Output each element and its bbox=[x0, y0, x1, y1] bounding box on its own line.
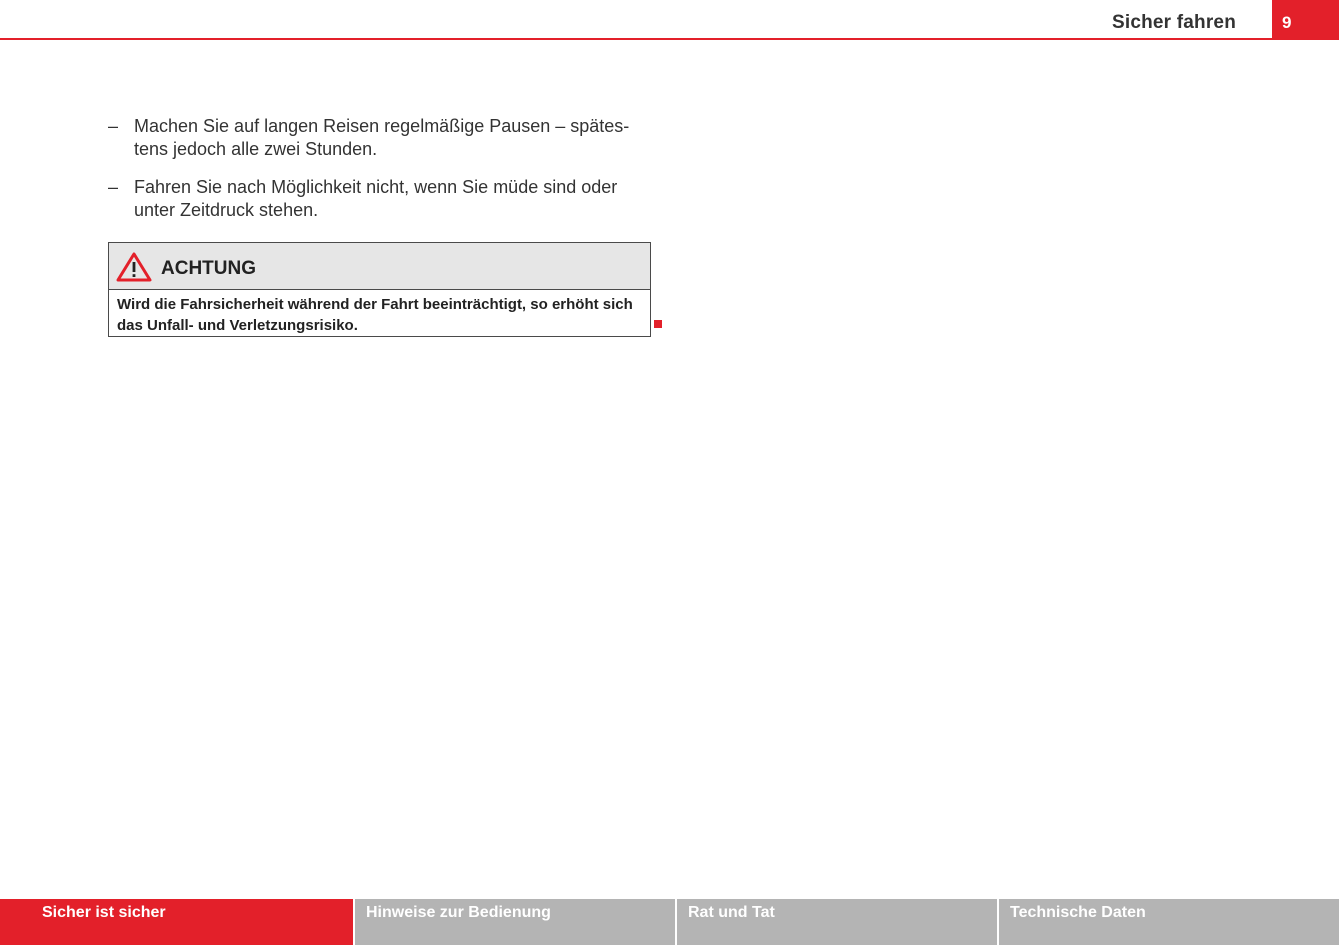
bullet-text-line: tens jedoch alle zwei Stunden. bbox=[134, 139, 378, 159]
warning-triangle-icon bbox=[116, 252, 152, 282]
list-item bbox=[108, 176, 638, 222]
warning-header bbox=[109, 243, 650, 290]
tab-hinweise-zur-bedienung[interactable]: Hinweise zur Bedienung bbox=[355, 899, 675, 945]
warning-box bbox=[108, 242, 651, 337]
warning-text bbox=[109, 290, 650, 336]
chapter-title: Sicher fahren bbox=[1111, 12, 1236, 33]
bullet-dash: – bbox=[108, 177, 119, 197]
bullet-text-line: unter Zeitdruck stehen. bbox=[134, 200, 319, 220]
bullet-text-line: Machen Sie auf langen Reisen regelmäßige Pausen – spätes- bbox=[134, 116, 630, 136]
warning-text-line: das Unfall- und Verletzungsrisiko. bbox=[117, 317, 358, 334]
tab-technische-daten[interactable]: Technische Daten bbox=[999, 899, 1339, 945]
warning-text-line: Wird die Fahrsicherheit während der Fahrt beeinträchtigt, so erhöht sich bbox=[117, 296, 633, 313]
bullet-dash: – bbox=[108, 116, 119, 136]
list-item bbox=[108, 115, 638, 161]
header-rule bbox=[0, 38, 1339, 40]
section-end-marker bbox=[654, 320, 662, 328]
tab-rat-und-tat[interactable]: Rat und Tat bbox=[677, 899, 997, 945]
page-number: 9 bbox=[1282, 13, 1292, 32]
warning-title: ACHTUNG bbox=[161, 258, 256, 279]
bullet-text-line: Fahren Sie nach Möglichkeit nicht, wenn Sie müde sind oder bbox=[134, 177, 618, 197]
bullet-list bbox=[108, 115, 638, 237]
page-number-badge bbox=[1272, 0, 1339, 40]
tab-sicher-ist-sicher[interactable]: Sicher ist sicher bbox=[0, 899, 353, 945]
footer-nav bbox=[0, 899, 1339, 945]
